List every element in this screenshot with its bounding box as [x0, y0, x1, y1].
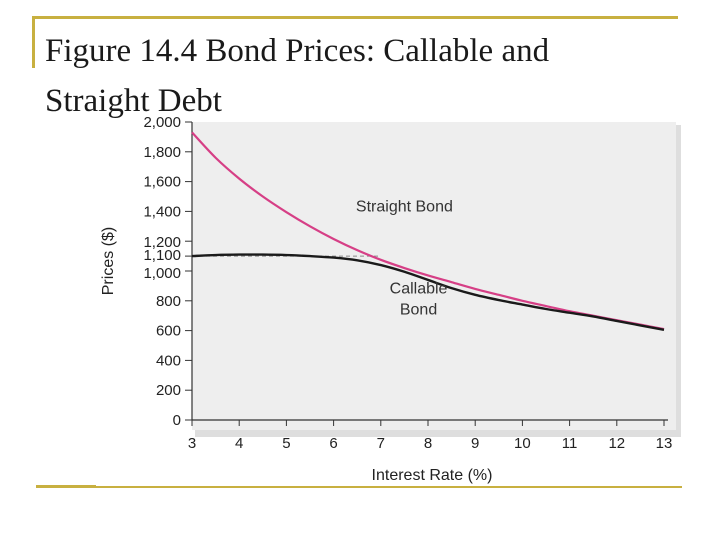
x-tick-label: 7 [376, 435, 385, 452]
x-tick-label: 8 [423, 435, 433, 452]
y-tick-label: 800 [155, 292, 181, 310]
x-tick-label: 9 [471, 435, 480, 452]
y-tick-label: 1,800 [143, 143, 181, 161]
x-tick-label: 5 [282, 435, 291, 452]
x-tick-label: 13 [655, 435, 673, 452]
x-tick-label: 3 [187, 435, 197, 452]
x-tick-label: 6 [329, 435, 338, 452]
callable-bond-label: Bond [399, 301, 438, 319]
x-tick-label: 12 [608, 435, 626, 452]
x-tick-label: 11 [561, 435, 578, 452]
y-tick-label: 200 [155, 382, 181, 400]
straight-bond-label: Straight Bond [355, 198, 453, 216]
y-tick-label: 600 [155, 322, 181, 340]
slide-title-line-2: Straight Debt [45, 83, 222, 119]
y-tick-label: 1,400 [143, 203, 181, 221]
x-axis-title: Interest Rate (%) [371, 467, 493, 484]
y-tick-label: 2,000 [143, 114, 181, 131]
y-tick-label: 400 [155, 352, 181, 370]
plot-area [192, 122, 676, 430]
y-tick-label: 0 [172, 412, 181, 429]
y-tick-label: 1,600 [143, 173, 181, 191]
slide-title [45, 26, 685, 126]
y-tick-label: 1,000 [143, 265, 181, 282]
slide-title-line-1: Figure 14.4 Bond Prices: Callable and [45, 33, 550, 69]
y-tick-label: 1,100 [143, 247, 181, 265]
y-axis-title: Prices ($) [100, 226, 117, 296]
x-tick-label: 4 [235, 435, 244, 452]
y-tick-label: 1,200 [143, 234, 181, 252]
callable-bond-label: Callable [389, 280, 448, 298]
x-tick-label: 10 [514, 435, 531, 452]
